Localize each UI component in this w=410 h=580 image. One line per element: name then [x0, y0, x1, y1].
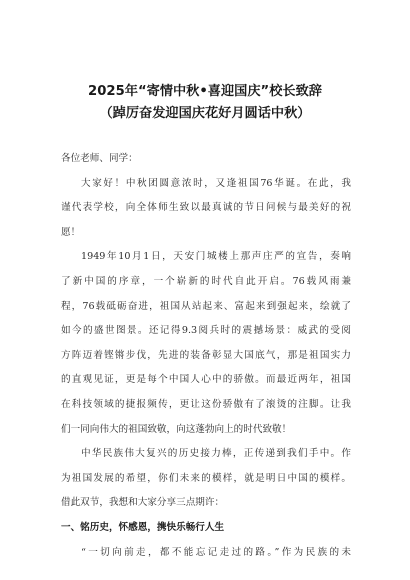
document-title: 2025年“寄情中秋•喜迎国庆”校长致辞 [88, 84, 322, 99]
body-line: 在科技领域的捷报频传，更让这份骄傲有了滚烫的注脚。让我 [61, 398, 351, 410]
document-subtitle: （踔厉奋发迎国庆花好月圆话中秋） [99, 106, 311, 121]
body-line: 程，76载砥砺奋进，祖国从站起来、富起来到强起来，绘就了 [61, 300, 351, 312]
body-line: 愿！ [61, 226, 81, 238]
body-line: 们一同向伟大的祖国致敬，向这蓬勃向上的时代致敬！ [61, 423, 292, 435]
body-line: “一切向前走，都不能忘记走过的路。”作为民族的未 [81, 546, 351, 558]
document-body [61, 147, 351, 565]
body-line: 如今的盛世图景。还记得9.3阅兵时的震撼场景：威武的受阅 [61, 325, 351, 337]
body-line: 方阵迈着铿锵步伐，先进的装备彰显大国底气，那是祖国实力 [61, 349, 351, 361]
section-heading: 一、铭历史，怀感恩，携快乐畅行人生 [61, 521, 225, 533]
body-line: 中华民族伟大复兴的历史接力棒，正传递到我们手中。作 [81, 448, 351, 460]
body-line: 谨代表学校，向全体师生致以最真诚的节日问候与最美好的祝 [61, 202, 351, 214]
body-line: 的直观见证，更是每个中国人心中的骄傲。而最近两年，祖国 [61, 374, 351, 386]
body-line: 借此双节，我想和大家分享三点期许： [61, 497, 225, 509]
body-line: 1949年10月1日，天安门城楼上那声庄严的宣告，奏响 [81, 251, 351, 263]
body-line: 大家好！中秋团圆意浓时，又逢祖国76华诞。在此，我 [81, 177, 351, 189]
body-line: 了新中国的序章，一个崭新的时代自此开启。76载风雨兼 [61, 275, 351, 287]
body-line: 为祖国发展的希望，你们未来的模样，就是明日中国的模样。 [61, 472, 351, 484]
body-line: 各位老师、同学： [61, 153, 138, 164]
